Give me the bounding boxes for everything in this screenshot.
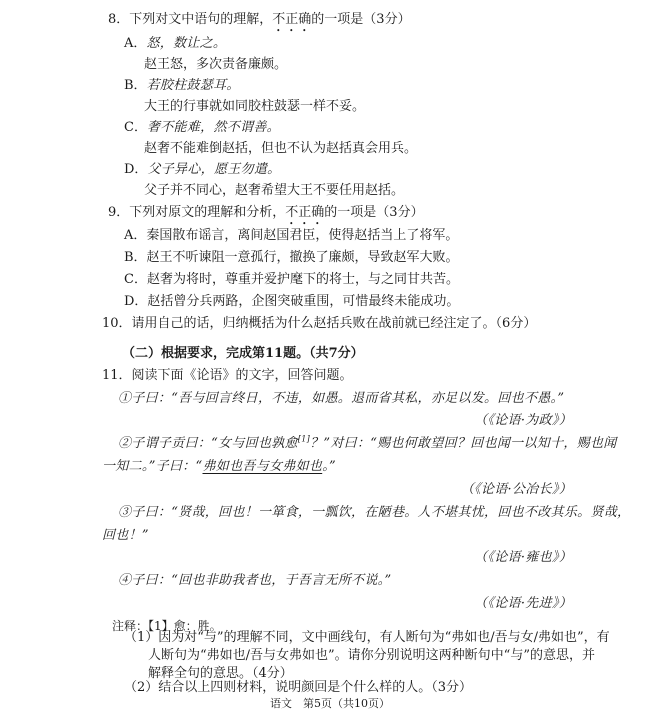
footnote-marker: [1] [297, 434, 311, 444]
q8-stem-part-a: 8．下列对文中语句的理解， [108, 12, 273, 27]
q9-option-c: C．赵奢为将时，尊重并爱护麾下的将士，与之同甘共苦。 [124, 272, 459, 287]
q8-option-c [124, 120, 280, 136]
passage-text: ②子谓子贡曰：“女与回也孰愈 [118, 436, 298, 451]
q11-passage-1: ①子曰：“吾与回言终日，不违，如愚。退而省其私，亦足以发。回也不愚。” [118, 391, 565, 406]
q8-option-d [124, 162, 280, 178]
q9-stem-part-b: 的一项是（3分） [324, 205, 424, 220]
option-text: 父子异心，愿王勿遣。 [147, 162, 281, 177]
q10-stem: 10．请用自己的话，归纳概括为什么赵括兵败在战前就已经注定了。（6分） [102, 316, 537, 331]
q11-passage-3-source: （《论语·雍也》） [474, 550, 572, 565]
q9-option-b: B．赵王不听谏阻一意孤行，撤换了廉颇，导致赵军大败。 [124, 250, 459, 265]
q11-sub-1-line-1: （1）因为对“与”的理解不同，文中画线句，有人断句为“弗如也/吾与女/弗如也”，有 [124, 630, 610, 645]
q11-footnote: 注释：【1】愈：胜。 [112, 619, 222, 633]
q9-stem [108, 205, 424, 228]
q9-stem-emphasis: 不正确 [285, 205, 325, 220]
passage-text: ？”对曰：“赐也何敢望回？回也闻一以知十，赐也闻 [310, 436, 617, 451]
q11-passage-2-line-1 [118, 436, 617, 452]
q8-stem [108, 12, 411, 35]
option-text: 奢不能难，然不谓善。 [146, 120, 280, 135]
q8-option-b [124, 78, 240, 94]
q11-sub-2: （2）结合以上四则材料，说明颜回是个什么样的人。（3分） [124, 680, 473, 695]
q9-option-d: D．赵括曾分兵两路，企图突破重围，可惜最终未能成功。 [124, 294, 460, 309]
section-2-heading: （二）根据要求，完成第11题。（共7分） [122, 346, 364, 361]
q9-stem-part-a: 9．下列对原文的理解和分析， [108, 205, 286, 220]
page-footer: 语文 第5页（共10页） [270, 697, 390, 710]
q9-option-a: A．秦国散布谣言，离间赵国君臣，使得赵括当上了将军。 [124, 228, 459, 243]
q8-option-c-gloss: 赵奢不能难倒赵括，但也不认为赵括真会用兵。 [144, 141, 418, 156]
q11-passage-2-line-2 [102, 459, 336, 475]
option-label: B． [124, 78, 147, 93]
q11-passage-1-source: （《论语·为政》） [474, 413, 572, 428]
q8-option-d-gloss: 父子并不同心，赵奢希望大王不要任用赵括。 [144, 183, 405, 198]
q11-sub-1-line-3: 解释全句的意思。（4分） [148, 666, 293, 681]
q11-passage-2-source: （《论语·公冶长》） [460, 482, 572, 497]
q8-option-a-gloss: 赵王怒，多次责备廉颇。 [144, 57, 288, 72]
passage-text: 。” [322, 459, 336, 474]
q11-passage-4-source: （《论语·先进》） [474, 596, 572, 611]
q11-passage-3-line-1: ③子曰：“贤哉，回也！一箪食，一瓢饮，在陋巷。人不堪其忧，回也不改其乐。贤哉， [118, 505, 631, 520]
q11-stem: 11．阅读下面《论语》的文字，回答问题。 [102, 368, 353, 383]
option-text: 若胶柱鼓瑟耳。 [146, 78, 240, 93]
option-text: 怒，数让之。 [146, 36, 227, 51]
q11-passage-4: ④子曰：“回也非助我者也，于吾言无所不说。” [118, 573, 392, 588]
option-label: A． [124, 36, 147, 51]
option-label: C． [124, 120, 147, 135]
q11-passage-3-line-2: 回也！” [102, 528, 149, 543]
q8-option-b-gloss: 大王的行事就如同胶柱鼓瑟一样不妥。 [144, 99, 366, 114]
q8-stem-emphasis: 不正确 [272, 12, 312, 27]
q8-stem-part-b: 的一项是（3分） [311, 12, 411, 27]
underlined-sentence: 弗如也吾与女弗如也 [202, 459, 323, 474]
option-label: D． [124, 162, 148, 177]
q11-sub-1-line-2: 人断句为“弗如也/吾与女弗如也”。请你分别说明这两种断句中“与”的意思，并 [148, 648, 595, 663]
q8-option-a [124, 36, 226, 52]
passage-text: 一知二。”子曰：“ [102, 459, 203, 474]
